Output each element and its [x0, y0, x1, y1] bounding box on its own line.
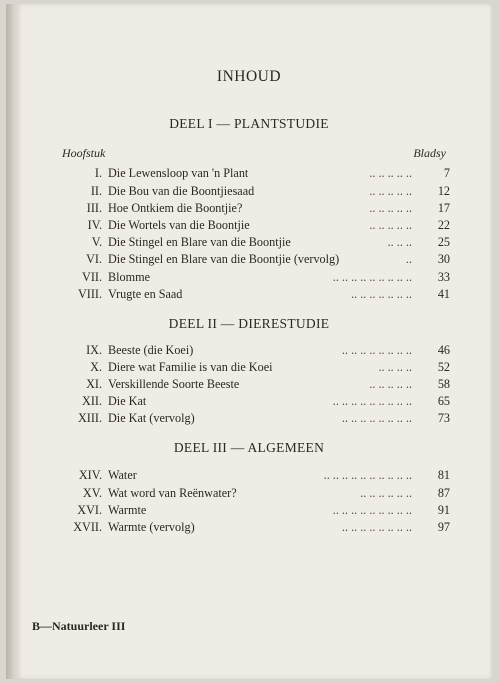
- toc-entry: [46, 502, 450, 519]
- chapter-title: Vrugte en Saad: [108, 287, 183, 301]
- chapter-number: XVI.: [77, 503, 102, 517]
- page-spine-shadow: [6, 4, 22, 679]
- chapter-number: XIV.: [78, 468, 102, 482]
- leader-dots: .. .. .. .. ..: [369, 166, 412, 180]
- leader-dots: .. .. .. .. .. .. .. ..: [341, 343, 412, 357]
- leader-dots: .. .. .. .. .. .. .. .. .. ..: [323, 468, 412, 482]
- page-number: 46: [437, 343, 450, 357]
- chapter-title: Diere wat Familie is van die Koei: [108, 360, 273, 374]
- chapter-number: II.: [90, 184, 102, 198]
- chapter-title: Die Kat (vervolg): [108, 411, 195, 425]
- leader-dots: .. .. .. .. .. .. .. ..: [341, 411, 412, 425]
- leader-dots: .. .. .. .. ..: [369, 218, 412, 232]
- page-number: 30: [437, 252, 450, 266]
- chapter-title: Die Lewensloop van 'n Plant: [108, 166, 249, 180]
- chapter-title: Warmte (vervolg): [108, 520, 195, 534]
- chapter-title: Die Wortels van die Boontjie: [108, 218, 250, 232]
- page-number: 58: [437, 377, 450, 391]
- page-number: 97: [437, 520, 450, 534]
- leader-dots: ..: [405, 252, 412, 266]
- chapter-number: XVII.: [73, 520, 102, 534]
- page-number: 81: [437, 468, 450, 482]
- chapter-number: VI.: [86, 252, 102, 266]
- chapter-number: X.: [90, 360, 102, 374]
- leader-dots: .. .. .. .. ..: [369, 377, 412, 391]
- leader-dots: .. .. .. ..: [378, 360, 412, 374]
- column-label-chapter: Hoofstuk: [62, 146, 106, 160]
- chapter-title: Verskillende Soorte Beeste: [108, 377, 240, 391]
- toc-entry: [46, 410, 450, 427]
- chapter-title: Hoe Ontkiem die Boontjie?: [108, 201, 243, 215]
- chapter-title: Die Kat: [108, 394, 147, 408]
- chapter-title: Warmte: [108, 503, 147, 517]
- page-number: 12: [437, 184, 450, 198]
- toc-entry: [46, 217, 450, 234]
- page-number: 33: [437, 270, 450, 284]
- leader-dots: .. .. .. .. .. .. ..: [351, 287, 412, 301]
- chapter-number: VIII.: [77, 287, 102, 301]
- toc-entry: [46, 467, 450, 484]
- chapter-title: Beeste (die Koei): [108, 343, 194, 357]
- leader-dots: .. .. .. .. .. .. .. .. ..: [332, 394, 412, 408]
- page-title: INHOUD: [216, 68, 282, 85]
- toc-entry: [46, 269, 450, 286]
- chapter-number: XV.: [82, 486, 102, 500]
- leader-dots: .. .. .. .. .. .. .. .. ..: [332, 503, 412, 517]
- chapter-title: Blomme: [108, 270, 150, 284]
- chapter-number: V.: [91, 235, 102, 249]
- page-number: 73: [437, 411, 450, 425]
- part-heading-2: DEEL II — DIERESTUDIE: [168, 316, 330, 331]
- leader-dots: .. .. .. .. ..: [369, 184, 412, 198]
- chapter-number: IX.: [86, 343, 102, 357]
- column-label-page: Bladsy: [413, 146, 446, 160]
- leader-dots: .. .. .. .. .. .. .. .. ..: [332, 270, 412, 284]
- book-page: [6, 4, 492, 679]
- toc-entry: [46, 376, 450, 393]
- chapter-title: Wat word van Reënwater?: [108, 486, 237, 500]
- toc-entry: [46, 286, 450, 303]
- chapter-number: XIII.: [77, 411, 102, 425]
- chapter-title: Die Stingel en Blare van die Boontjie: [108, 235, 291, 249]
- page-number: 41: [437, 287, 450, 301]
- signature-mark: B—Natuurleer III: [32, 619, 126, 633]
- toc-entry: [46, 165, 450, 182]
- page-number: 65: [437, 394, 450, 408]
- page-number: 22: [437, 218, 450, 232]
- chapter-title: Die Bou van die Boontjiesaad: [108, 184, 255, 198]
- leader-dots: .. .. ..: [387, 235, 412, 249]
- page-number: 17: [437, 201, 450, 215]
- chapter-title: Water: [108, 468, 137, 482]
- chapter-number: I.: [94, 166, 102, 180]
- page-number: 87: [437, 486, 450, 500]
- leader-dots: .. .. .. .. .. ..: [360, 486, 412, 500]
- toc-entry: [46, 342, 450, 359]
- chapter-number: III.: [86, 201, 102, 215]
- page-number: 91: [437, 503, 450, 517]
- toc-entry: [46, 393, 450, 410]
- toc-entry: [46, 200, 450, 217]
- toc-entry: [46, 251, 450, 268]
- toc-entry: [46, 359, 450, 376]
- toc-entry: [46, 234, 450, 251]
- toc-entry: [46, 519, 450, 536]
- chapter-title: Die Stingel en Blare van die Boontjie (vervolg): [108, 252, 340, 266]
- toc-entry: [46, 183, 450, 200]
- chapter-number: IV.: [87, 218, 102, 232]
- part-heading-3: DEEL III — ALGEMEEN: [173, 440, 325, 455]
- chapter-number: VII.: [82, 270, 102, 284]
- page-number: 25: [437, 235, 450, 249]
- leader-dots: .. .. .. .. ..: [369, 201, 412, 215]
- page-number: 7: [443, 166, 450, 180]
- leader-dots: .. .. .. .. .. .. .. ..: [341, 520, 412, 534]
- toc-entry: [46, 485, 450, 502]
- page-number: 52: [437, 360, 450, 374]
- chapter-number: XI.: [86, 377, 102, 391]
- part-heading-1: DEEL I — PLANTSTUDIE: [169, 116, 329, 131]
- chapter-number: XII.: [82, 394, 102, 408]
